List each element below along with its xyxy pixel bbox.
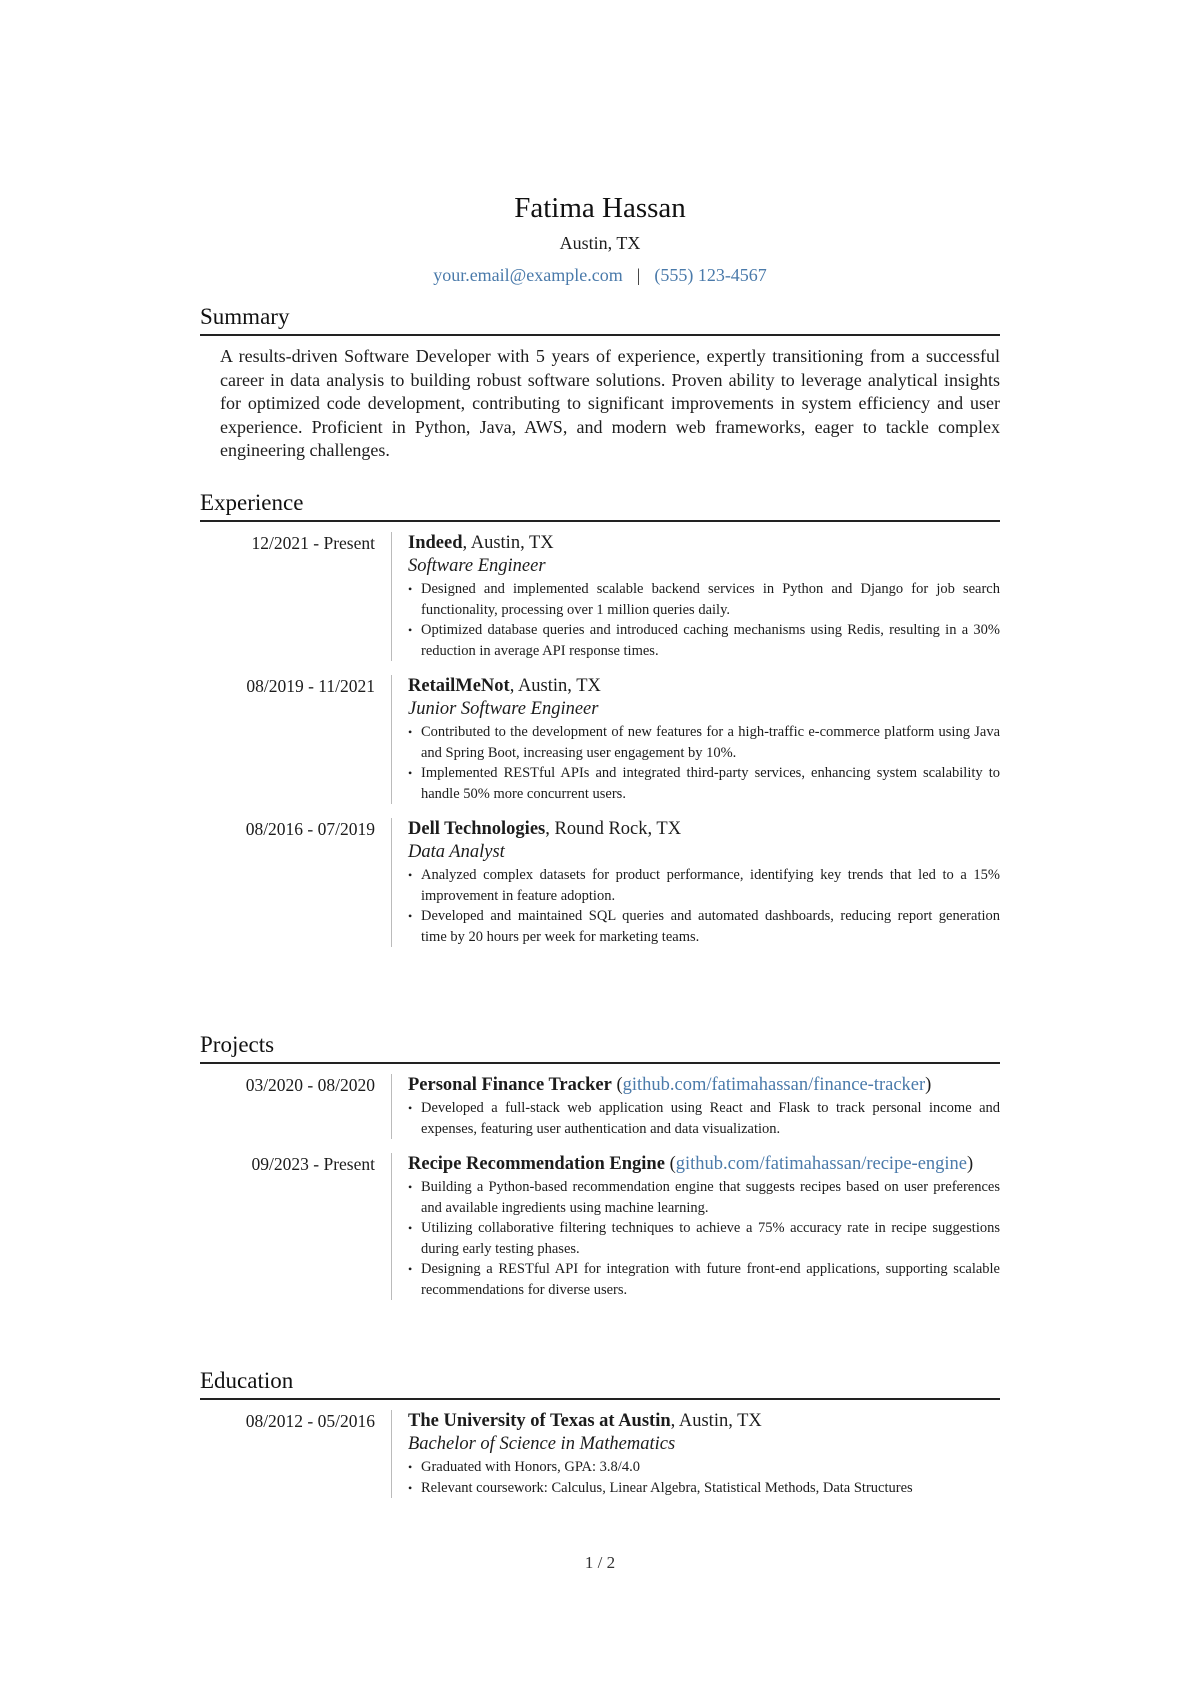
entry-heading	[408, 1153, 1000, 1176]
contact-line	[200, 262, 1000, 288]
education-entry	[200, 1410, 1000, 1498]
company-location: , Austin, TX	[509, 676, 601, 696]
bullet-list	[408, 1457, 1000, 1498]
bullet-item: • Building a Python-based recommendation engine that suggests recipes based on user preferences and available ingredients using machine learning.	[408, 1177, 1000, 1218]
project-link[interactable]: github.com/fatimahassan/finance-tracker	[622, 1075, 926, 1095]
phone-link[interactable]: (555) 123-4567	[654, 265, 767, 285]
experience-section	[200, 489, 1000, 947]
entry-body	[391, 1410, 1000, 1498]
project-name: Recipe Recommendation Engine	[408, 1154, 665, 1174]
entry-heading	[408, 1410, 1000, 1433]
job-title: Data Analyst	[408, 842, 505, 862]
company-name: Dell Technologies	[408, 819, 546, 839]
education-section	[200, 1367, 1000, 1498]
degree-title: Bachelor of Science in Mathematics	[408, 1434, 676, 1454]
bullet-item: • Designing a RESTful API for integration with future front-end applications, supporting scalable recommendations for diverse users.	[408, 1259, 1000, 1300]
paren-open: (	[664, 1154, 676, 1174]
bullet-item: • Designed and implemented scalable backend services in Python and Django for job search functionality, processing over 1 million queries daily.	[408, 579, 1000, 620]
bullet-list	[408, 1177, 1000, 1300]
company-name: RetailMeNot	[408, 676, 510, 696]
bullet-item: • Implemented RESTful APIs and integrated third-party services, enhancing system scalability to handle 50% more concurrent users.	[408, 763, 1000, 804]
entry-body	[391, 1074, 1000, 1139]
bullet-item: • Analyzed complex datasets for product performance, identifying key trends that led to a 15% improvement in feature adoption.	[408, 865, 1000, 906]
paren-close: )	[967, 1154, 974, 1174]
entry-date: 09/2023 - Present	[251, 1154, 375, 1174]
bullet-item: • Developed and maintained SQL queries and automated dashboards, reducing report generation time by 20 hours per week for marketing teams.	[408, 906, 1000, 947]
bullet-item: • Graduated with Honors, GPA: 3.8/4.0	[408, 1457, 1000, 1478]
school-location: , Austin, TX	[670, 1411, 762, 1431]
experience-entry	[200, 818, 1000, 947]
school-name: The University of Texas at Austin	[408, 1411, 671, 1431]
candidate-location: Austin, TX	[559, 233, 641, 253]
company-location: , Round Rock, TX	[545, 819, 682, 839]
entry-heading	[408, 532, 1000, 555]
company-location: , Austin, TX	[462, 533, 554, 553]
entry-heading	[408, 818, 1000, 841]
experience-entry	[200, 532, 1000, 661]
bullet-item: • Contributed to the development of new features for a high-traffic e-commerce platform using Java and Spring Boot, increasing user engagement by 10%.	[408, 722, 1000, 763]
candidate-name: Fatima Hassan	[514, 192, 686, 224]
resume-page	[200, 0, 1000, 1683]
bullet-item: • Utilizing collaborative filtering techniques to achieve a 75% accuracy rate in recipe suggestions during early testing phases.	[408, 1218, 1000, 1259]
page-number: 1 / 2	[584, 1553, 616, 1572]
job-title: Junior Software Engineer	[408, 699, 599, 719]
bullet-item: • Relevant coursework: Calculus, Linear Algebra, Statistical Methods, Data Structures	[408, 1478, 1000, 1499]
bullet-list	[408, 1098, 1000, 1139]
summary-text: A results-driven Software Developer with 5 years of experience, expertly transitioning from a successful career in data analysis to building robust software solutions. Proven ability to leverage analytical insights for optimized code development, contributing to significant improvements in system efficiency and user experience. Proficient in Python, Java, AWS, and modern web frameworks, eager to tackle complex engineering challenges.	[220, 346, 1000, 460]
summary-heading: Summary	[200, 303, 1000, 336]
job-title: Software Engineer	[408, 556, 546, 576]
project-entry	[200, 1074, 1000, 1139]
entry-date: 03/2020 - 08/2020	[245, 1075, 375, 1095]
resume-header	[200, 190, 1000, 288]
entry-date: 08/2012 - 05/2016	[245, 1411, 375, 1431]
summary-section	[200, 303, 1000, 463]
paren-open: (	[611, 1075, 623, 1095]
experience-entry	[200, 675, 1000, 804]
entry-date: 08/2016 - 07/2019	[245, 819, 375, 839]
entry-body	[391, 818, 1000, 947]
company-name: Indeed	[408, 533, 463, 553]
contact-separator: |	[636, 265, 641, 285]
education-heading: Education	[200, 1367, 1000, 1400]
bullet-item: • Developed a full-stack web application using React and Flask to track personal income and expenses, featuring user authentication and data visualization.	[408, 1098, 1000, 1139]
entry-heading	[408, 675, 1000, 698]
bullet-list	[408, 722, 1000, 804]
email-link[interactable]: your.email@example.com	[433, 265, 623, 285]
project-link[interactable]: github.com/fatimahassan/recipe-engine	[675, 1154, 968, 1174]
entry-body	[391, 532, 1000, 661]
experience-heading: Experience	[200, 489, 1000, 522]
entry-date: 08/2019 - 11/2021	[246, 676, 375, 696]
projects-heading: Projects	[200, 1031, 1000, 1064]
paren-close: )	[925, 1075, 932, 1095]
entry-date: 12/2021 - Present	[251, 533, 375, 553]
entry-body	[391, 675, 1000, 804]
project-name: Personal Finance Tracker	[408, 1075, 612, 1095]
projects-section	[200, 1031, 1000, 1300]
project-entry	[200, 1153, 1000, 1300]
bullet-item: • Optimized database queries and introduced caching mechanisms using Redis, resulting in a 30% reduction in average API response times.	[408, 620, 1000, 661]
bullet-list	[408, 579, 1000, 661]
entry-heading	[408, 1074, 1000, 1097]
bullet-list	[408, 865, 1000, 947]
entry-body	[391, 1153, 1000, 1300]
